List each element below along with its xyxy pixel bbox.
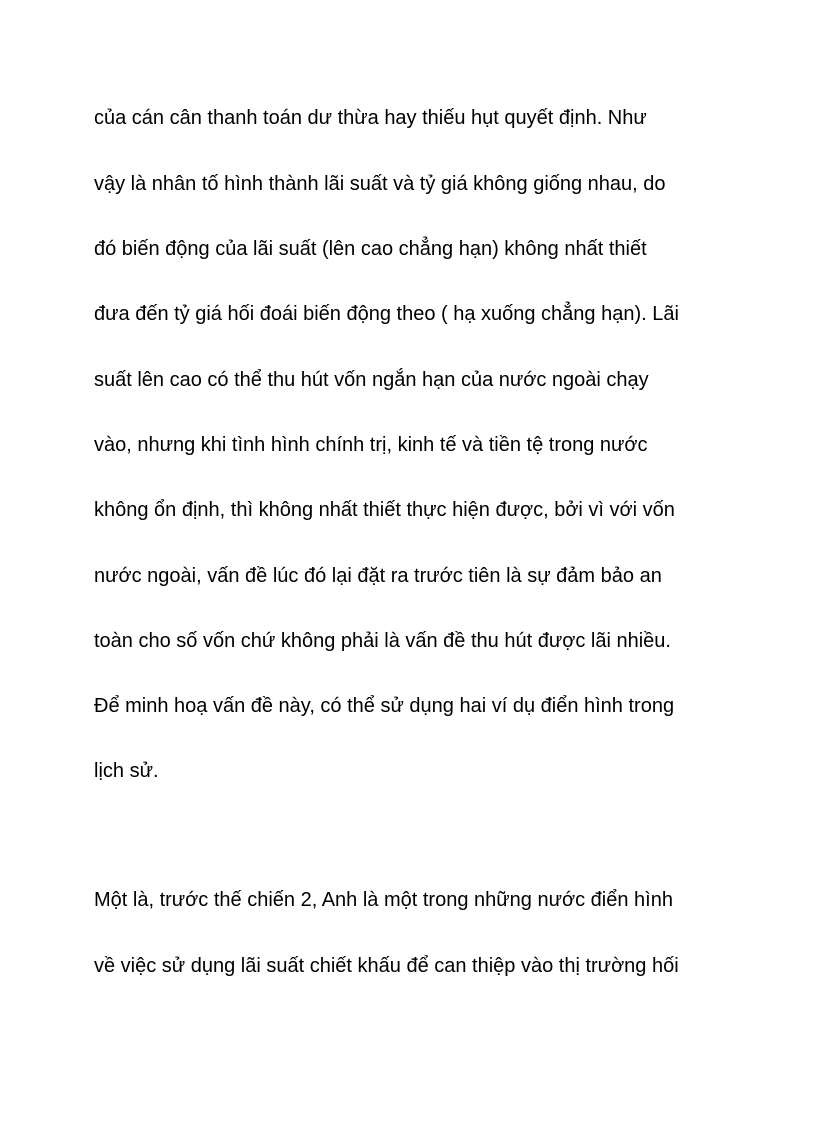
text-line: toàn cho số vốn chứ không phải là vấn đề thu hút được lãi nhiều. bbox=[94, 630, 671, 652]
text-line: vậy là nhân tố hình thành lãi suất và tỷ giá không giống nhau, do bbox=[94, 173, 666, 195]
text-line: về việc sử dụng lãi suất chiết khấu để can thiệp vào thị trường hối bbox=[94, 955, 679, 977]
text-line: đưa đến tỷ giá hối đoái biến động theo ( hạ xuống chẳng hạn). Lãi bbox=[94, 303, 679, 325]
text-line: của cán cân thanh toán dư thừa hay thiếu hụt quyết định. Như bbox=[94, 107, 647, 129]
text-line: lịch sử. bbox=[94, 760, 159, 782]
text-line: Để minh hoạ vấn đề này, có thể sử dụng hai ví dụ điển hình trong bbox=[94, 695, 675, 717]
text-line: nước ngoài, vấn đề lúc đó lại đặt ra trước tiên là sự đảm bảo an bbox=[94, 565, 662, 587]
text-line: suất lên cao có thể thu hút vốn ngắn hạn của nước ngoài chạy bbox=[94, 369, 649, 391]
text-line: đó biến động của lãi suất (lên cao chẳng hạn) không nhất thiết bbox=[94, 238, 647, 260]
text-line: vào, nhưng khi tình hình chính trị, kinh tế và tiền tệ trong nước bbox=[94, 434, 648, 456]
text-line: không ổn định, thì không nhất thiết thực hiện được, bởi vì với vốn bbox=[94, 499, 675, 521]
text-line: Một là, trước thế chiến 2, Anh là một trong những nước điển hình bbox=[94, 889, 673, 911]
